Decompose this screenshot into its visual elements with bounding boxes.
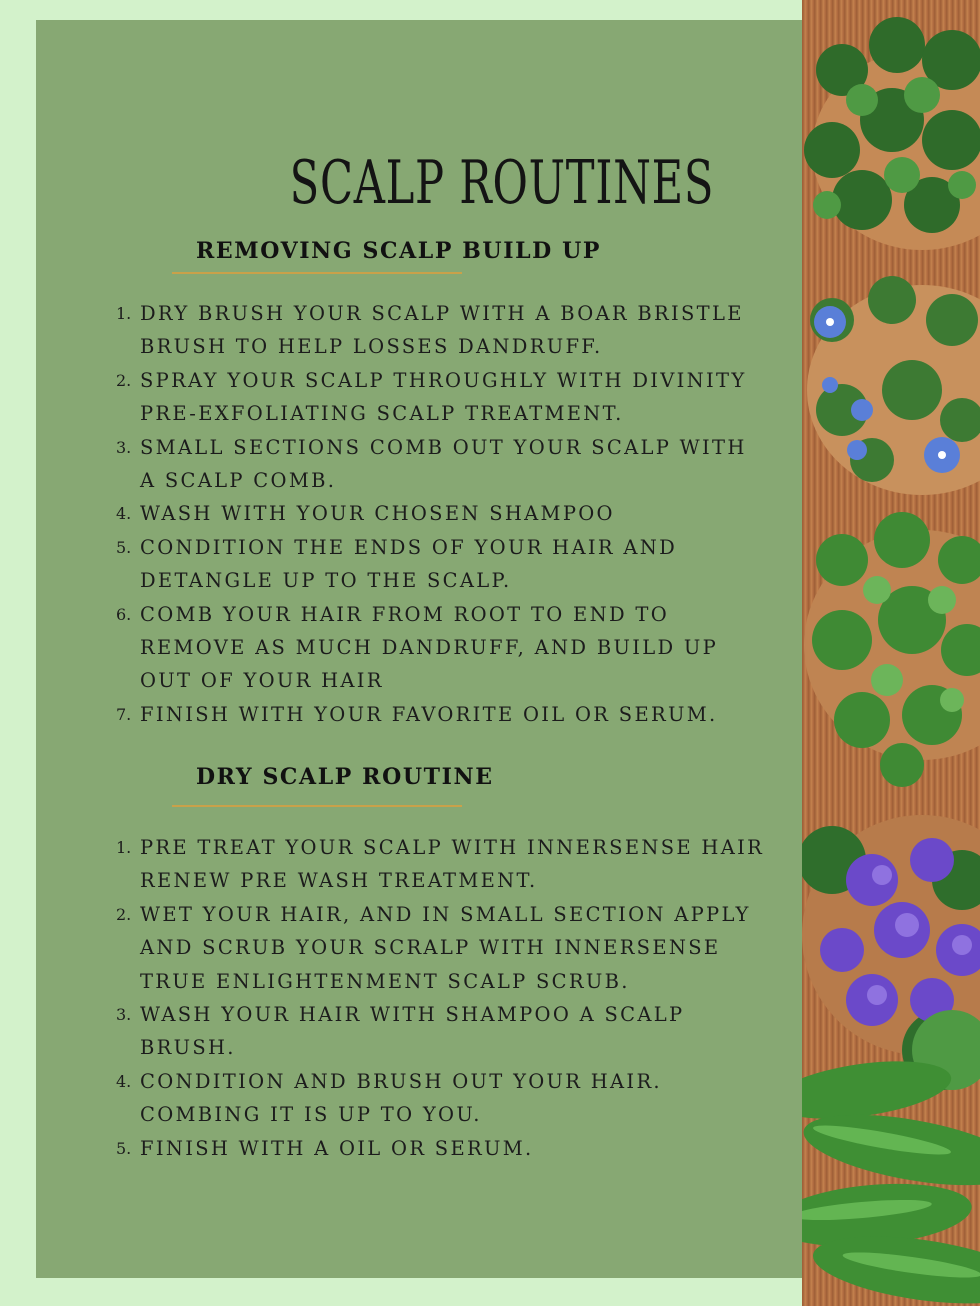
step-text: COMB YOUR HAIR FROM ROOT TO END TO REMOVE AS MUCH DANDRUFF, AND BUILD UP OUT OF YOUR HAIR (140, 602, 719, 693)
list-item (116, 698, 766, 731)
list-item (116, 598, 766, 698)
step-text: SMALL SECTIONS COMB OUT YOUR SCALP WITH A SCALP COMB. (140, 435, 747, 493)
step-text: FINISH WITH YOUR FAVORITE OIL OR SERUM. (140, 702, 718, 726)
step-number: 1. (116, 304, 132, 323)
step-number: 5. (116, 537, 132, 557)
step-text: SPRAY YOUR SCALP THROUGHLY WITH DIVINITY PRE-EXFOLIATING SCALP TREATMENT. (140, 368, 747, 426)
step-number: 7. (116, 704, 132, 724)
step-number: 3. (116, 437, 132, 457)
section-heading-dry-scalp: DRY SCALP ROUTINE (196, 764, 494, 790)
list-item (116, 297, 766, 364)
step-number: 2. (116, 370, 132, 390)
list-item (116, 431, 766, 498)
herbs-and-flowers-photo (802, 0, 980, 1306)
list-item (116, 998, 766, 1065)
step-text: WET YOUR HAIR, AND IN SMALL SECTION APPLY AND SCRUB YOUR SCRALP WITH INNERSENSE TRUE ENLIGHTENMENT SCALP SCRUB. (140, 902, 751, 993)
list-item (116, 497, 766, 530)
list-item (116, 1132, 766, 1165)
step-text: CONDITION THE ENDS OF YOUR HAIR AND DETANGLE UP TO THE SCALP. (140, 535, 678, 593)
step-number: 4. (116, 504, 132, 524)
step-text: WASH WITH YOUR CHOSEN SHAMPOO (140, 502, 615, 526)
step-number: 5. (116, 1138, 132, 1158)
build-up-steps-list (116, 297, 766, 731)
step-text: CONDITION AND BRUSH OUT YOUR HAIR. COMBING IT IS UP TO YOU. (140, 1069, 662, 1127)
section-divider (172, 805, 462, 807)
step-number: 3. (116, 1005, 132, 1025)
page-title: SCALP ROUTINES (289, 148, 715, 218)
list-item (116, 1065, 766, 1132)
list-item (116, 898, 766, 998)
list-item (116, 531, 766, 598)
step-text: WASH YOUR HAIR WITH SHAMPOO A SCALP BRUSH. (140, 1003, 685, 1060)
dry-scalp-steps-list (116, 831, 766, 1165)
list-item (116, 364, 766, 431)
step-number: 6. (116, 604, 132, 624)
step-text: DRY BRUSH YOUR SCALP WITH A BOAR BRISTLE BRUSH TO HELP LOSSES DANDRUFF. (140, 302, 744, 359)
step-number: 2. (116, 904, 132, 924)
list-item (116, 831, 766, 898)
step-number: 4. (116, 1071, 132, 1091)
step-text: FINISH WITH A OIL OR SERUM. (140, 1136, 534, 1160)
section-divider (172, 272, 462, 274)
step-number: 1. (116, 838, 132, 857)
content-panel (36, 20, 802, 1278)
section-heading-build-up: REMOVING SCALP BUILD UP (196, 238, 602, 264)
step-text: PRE TREAT YOUR SCALP WITH INNERSENSE HAIR RENEW PRE WASH TREATMENT. (140, 836, 765, 893)
